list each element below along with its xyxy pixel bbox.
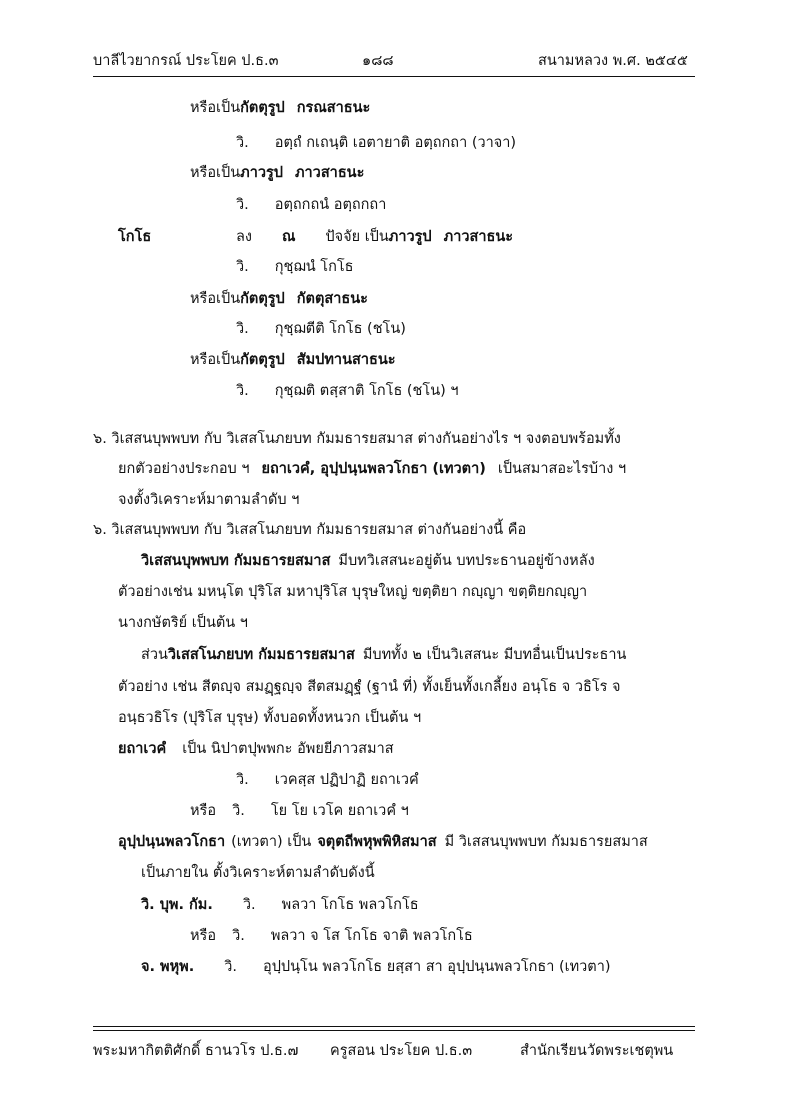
answer-para1-line-1: วิเสสนบุพพบท กัมมธารยสมาส มีบทวิเสสนะอยู่ต้น บทประธานอยู่ข้างหลัง [141,553,595,569]
derivation-line-10: วิ. กุชฺฌติ ตสฺสาติ โกโธ (ชโน) ฯ [236,383,459,399]
footer-center: ครูสอน ประโยค ป.ธ.๓ [330,1043,473,1059]
derivation-line-6: วิ. กุชฺฌนํ โกโธ [236,259,354,275]
uppanna-line-1: อุปฺปนฺนพลวโกธา (เทวตา) เป็น จตุตถีพหุพพิหิสมาส มี วิเสสนบุพพบท กัมมธารยสมาส [118,834,648,850]
yathavegam-vi-line: วิ. เวคสฺส ปฏิปาฏิ ยถาเวคํ [236,772,419,788]
derivation-line-1: หรือเป็นกัตตุรูป กรณสาธนะ [190,100,371,116]
answer-para1-line-2: ตัวอย่างเช่น มหนฺโต ปุริโส มหาปุริโส บุรุษใหญ่ ขตฺติยา กญฺญา ขตฺติยกญฺญา [118,584,588,600]
answer-para2-line-2: ตัวอย่าง เช่น สีตญฺจ สมฏฺฐญฺจ สีตสมฏฺฐํ (ฐานํ ที่) ทั้งเย็นทั้งเกลี้ยง อนฺโธ จ วธิโร จ [118,679,621,695]
uppanna-line-2: เป็นภายใน ตั้งวิเคราะห์ตามลำดับดังนี้ [141,865,375,881]
footer-rule-1 [93,1026,695,1027]
derivation-line-9: หรือเป็นกัตตุรูป สัมปทานสาธนะ [190,352,396,368]
derivation-line-2: วิ. อตฺถํ กเถนฺติ เอตายาติ อตฺถกถา (วาจา) [236,135,517,151]
jatu-pahup-line: จ. พหุพ. วิ. อุปฺปนฺโน พลวโกโธ ยสฺสา สา อุปฺปนฺนพลวโกธา (เทวตา) [141,959,611,975]
page-number: ๑๘๘ [362,53,394,69]
derivation-line-8: วิ. กุชฺฌตีติ โกโธ (ชโน) [236,321,406,337]
derivation-line-4: วิ. อตฺถกถนํ อตฺถกถา [236,197,387,213]
question-line-3: จงตั้งวิเคราะห์มาตามลำดับ ฯ [118,492,300,508]
question-line-2: ยกตัวอย่างประกอบ ฯ ยถาเวคํ, อุปฺปนฺนพลวโกธา (เทวตา) เป็นสมาสอะไรบ้าง ฯ [118,461,627,477]
derivation-line-3: หรือเป็นภาวรูป ภาวสาธนะ [190,165,365,181]
footer-left: พระมหากิตติศักดิ์ ธานวโร ป.ธ.๗ [93,1043,299,1059]
answer-para2-line-3: อนฺธวธิโร (ปุริโส บุรุษ) ทั้งบอดทั้งหนวก เป็นต้น ฯ [118,710,422,726]
footer-rule-2 [93,1030,695,1031]
yathavegam-line: ยถาเวคํ เป็น นิปาตปุพพกะ อัพยยีภาวสมาส [118,741,394,757]
footer-right: สำนักเรียนวัดพระเชตุพน [520,1043,674,1059]
answer-para2-line-1: ส่วนวิเสสโนภยบท กัมมธารยสมาส มีบททั้ง ๒ เป็นวิเสสนะ มีบทอื่นเป็นประธาน [141,647,627,663]
header-left: บาลีไวยากรณ์ ประโยค ป.ธ.๓ [93,53,279,69]
answer-para1-line-3: นางกษัตริย์ เป็นต้น ฯ [118,615,248,631]
header-right: สนามหลวง พ.ศ. ๒๕๔๕ [538,53,688,69]
answer-line-1: ๖. วิเสสนบุพพบท กับ วิเสสโนภยบท กัมมธารยสมาส ต่างกันอย่างนี้ คือ [93,522,527,538]
derivation-line-7: หรือเป็นกัตตุรูป กัตตุสาธนะ [190,291,368,307]
header-rule [93,76,695,77]
word-kodho: โกโธ [118,229,152,245]
vi-bup-kam-line: วิ. บุพ. กัม. วิ. พลวา โกโธ พลวโกโธ [141,897,419,913]
yathavegam-or-line: หรือ วิ. โย โย เวโค ยถาเวคํ ฯ [190,803,409,819]
derivation-line-5: ลง ณ ปัจจัย เป็นภาวรูป ภาวสาธนะ [236,229,514,245]
question-line-1: ๖. วิเสสนบุพพบท กับ วิเสสโนภยบท กัมมธารยสมาส ต่างกันอย่างไร ฯ จงตอบพร้อมทั้ง [93,431,621,447]
vi-bup-kam-or-line: หรือ วิ. พลวา จ โส โกโธ จาติ พลวโกโธ [190,928,473,944]
